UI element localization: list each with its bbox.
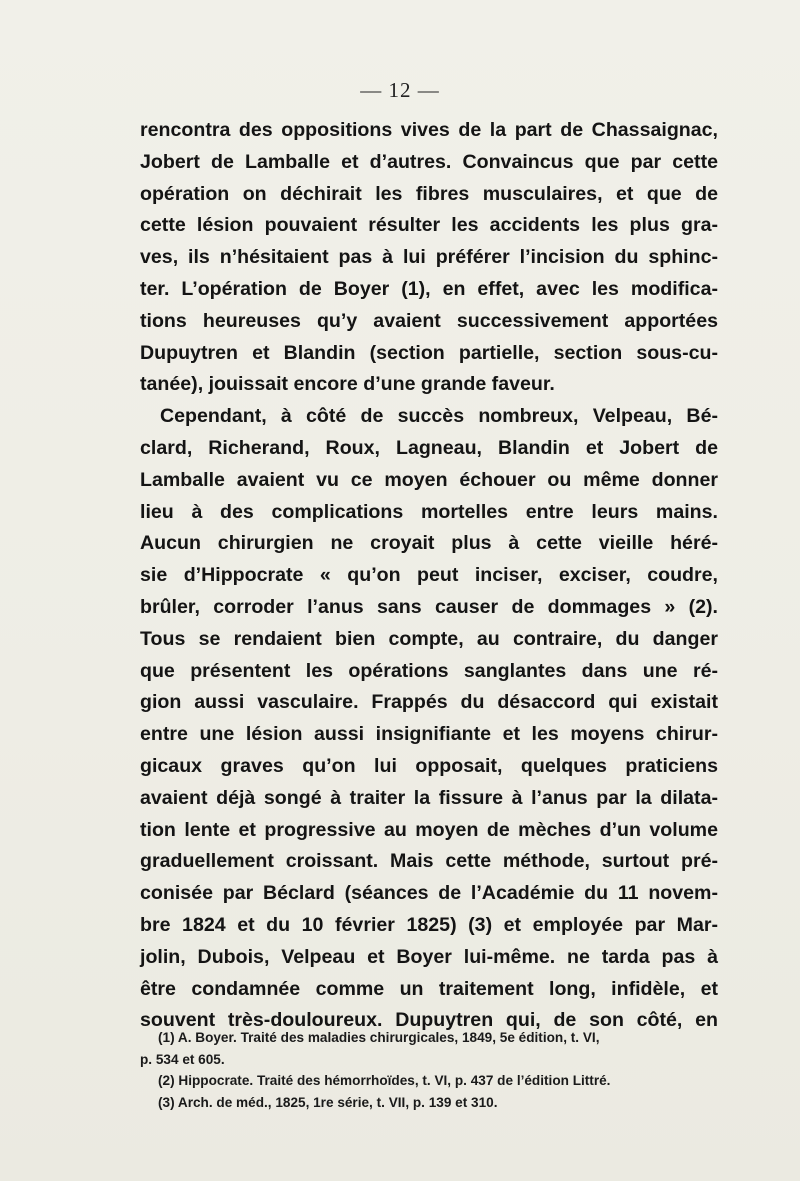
text-line: brûler, corroder l’anus sans causer de dommages » (2). <box>140 595 718 618</box>
footnote: (2) Hippocrate. Traité des hémorrhoïdes, t. VI, p. 437 de l’édition Littré. <box>158 1073 611 1088</box>
text-line: ves, ils n’hésitaient pas à lui préférer l’incision du sphinc- <box>140 246 718 269</box>
text-line: jolin, Dubois, Velpeau et Boyer lui-même. ne tarda pas à <box>140 945 718 968</box>
body-text <box>140 115 718 1037</box>
text-line: tion lente et progressive au moyen de mèches d’un volume <box>140 818 718 841</box>
footnote: p. 534 et 605. <box>140 1051 225 1067</box>
text-line: Dupuytren et Blandin (section partielle, section sous-cu- <box>140 341 718 364</box>
footnote: (1) A. Boyer. Traité des maladies chirurgicales, 1849, 5e édition, t. VI, <box>158 1030 600 1045</box>
text-line: lieu à des complications mortelles entre leurs mains. <box>140 500 718 523</box>
text-line: gicaux graves qu’on lui opposait, quelques praticiens <box>140 754 718 777</box>
text-line: souvent très-douloureux. Dupuytren qui, de son côté, en <box>140 1009 718 1032</box>
text-line: Lamballe avaient vu ce moyen échouer ou même donner <box>140 468 718 491</box>
text-line: que présentent les opérations sanglantes dans une ré- <box>140 659 718 682</box>
text-line: être condamnée comme un traitement long, infidèle, et <box>140 977 718 1000</box>
text-line: entre une lésion aussi insignifiante et les moyens chirur- <box>140 723 718 746</box>
text-line: tions heureuses qu’y avaient successivement apportées <box>140 309 718 332</box>
text-line: Cependant, à côté de succès nombreux, Velpeau, Bé- <box>160 405 718 428</box>
text-line: conisée par Béclard (séances de l’Académie du 11 novem- <box>140 882 718 905</box>
page-number: — 12 — <box>360 78 440 102</box>
text-line: avaient déjà songé à traiter la fissure à l’anus par la dilata- <box>140 786 718 809</box>
footnote: (3) Arch. de méd., 1825, 1re série, t. VII, p. 139 et 310. <box>158 1094 498 1110</box>
text-line: tanée), jouissait encore d’une grande faveur. <box>140 373 555 396</box>
text-line: Jobert de Lamballe et d’autres. Convaincus que par cette <box>140 150 718 173</box>
text-line: rencontra des oppositions vives de la part de Chassaignac, <box>140 119 718 141</box>
text-line: opération on déchirait les fibres musculaires, et que de <box>140 182 718 205</box>
text-line: graduellement croissant. Mais cette méthode, surtout pré- <box>140 850 718 873</box>
text-line: gion aussi vasculaire. Frappés du désaccord qui existait <box>140 691 718 714</box>
text-line: ter. L’opération de Boyer (1), en effet, avec les modifica- <box>140 277 718 300</box>
text-line: cette lésion pouvaient résulter les accidents les plus gra- <box>140 214 718 237</box>
text-line: sie d’Hippocrate « qu’on peut inciser, exciser, coudre, <box>140 564 718 587</box>
text-line: bre 1824 et du 10 février 1825) (3) et employée par Mar- <box>140 913 718 936</box>
footnotes <box>140 1027 718 1113</box>
text-line: clard, Richerand, Roux, Lagneau, Blandin et Jobert de <box>140 436 718 459</box>
text-line: Aucun chirurgien ne croyait plus à cette vieille héré- <box>140 532 718 555</box>
text-line: Tous se rendaient bien compte, au contraire, du danger <box>140 627 718 650</box>
